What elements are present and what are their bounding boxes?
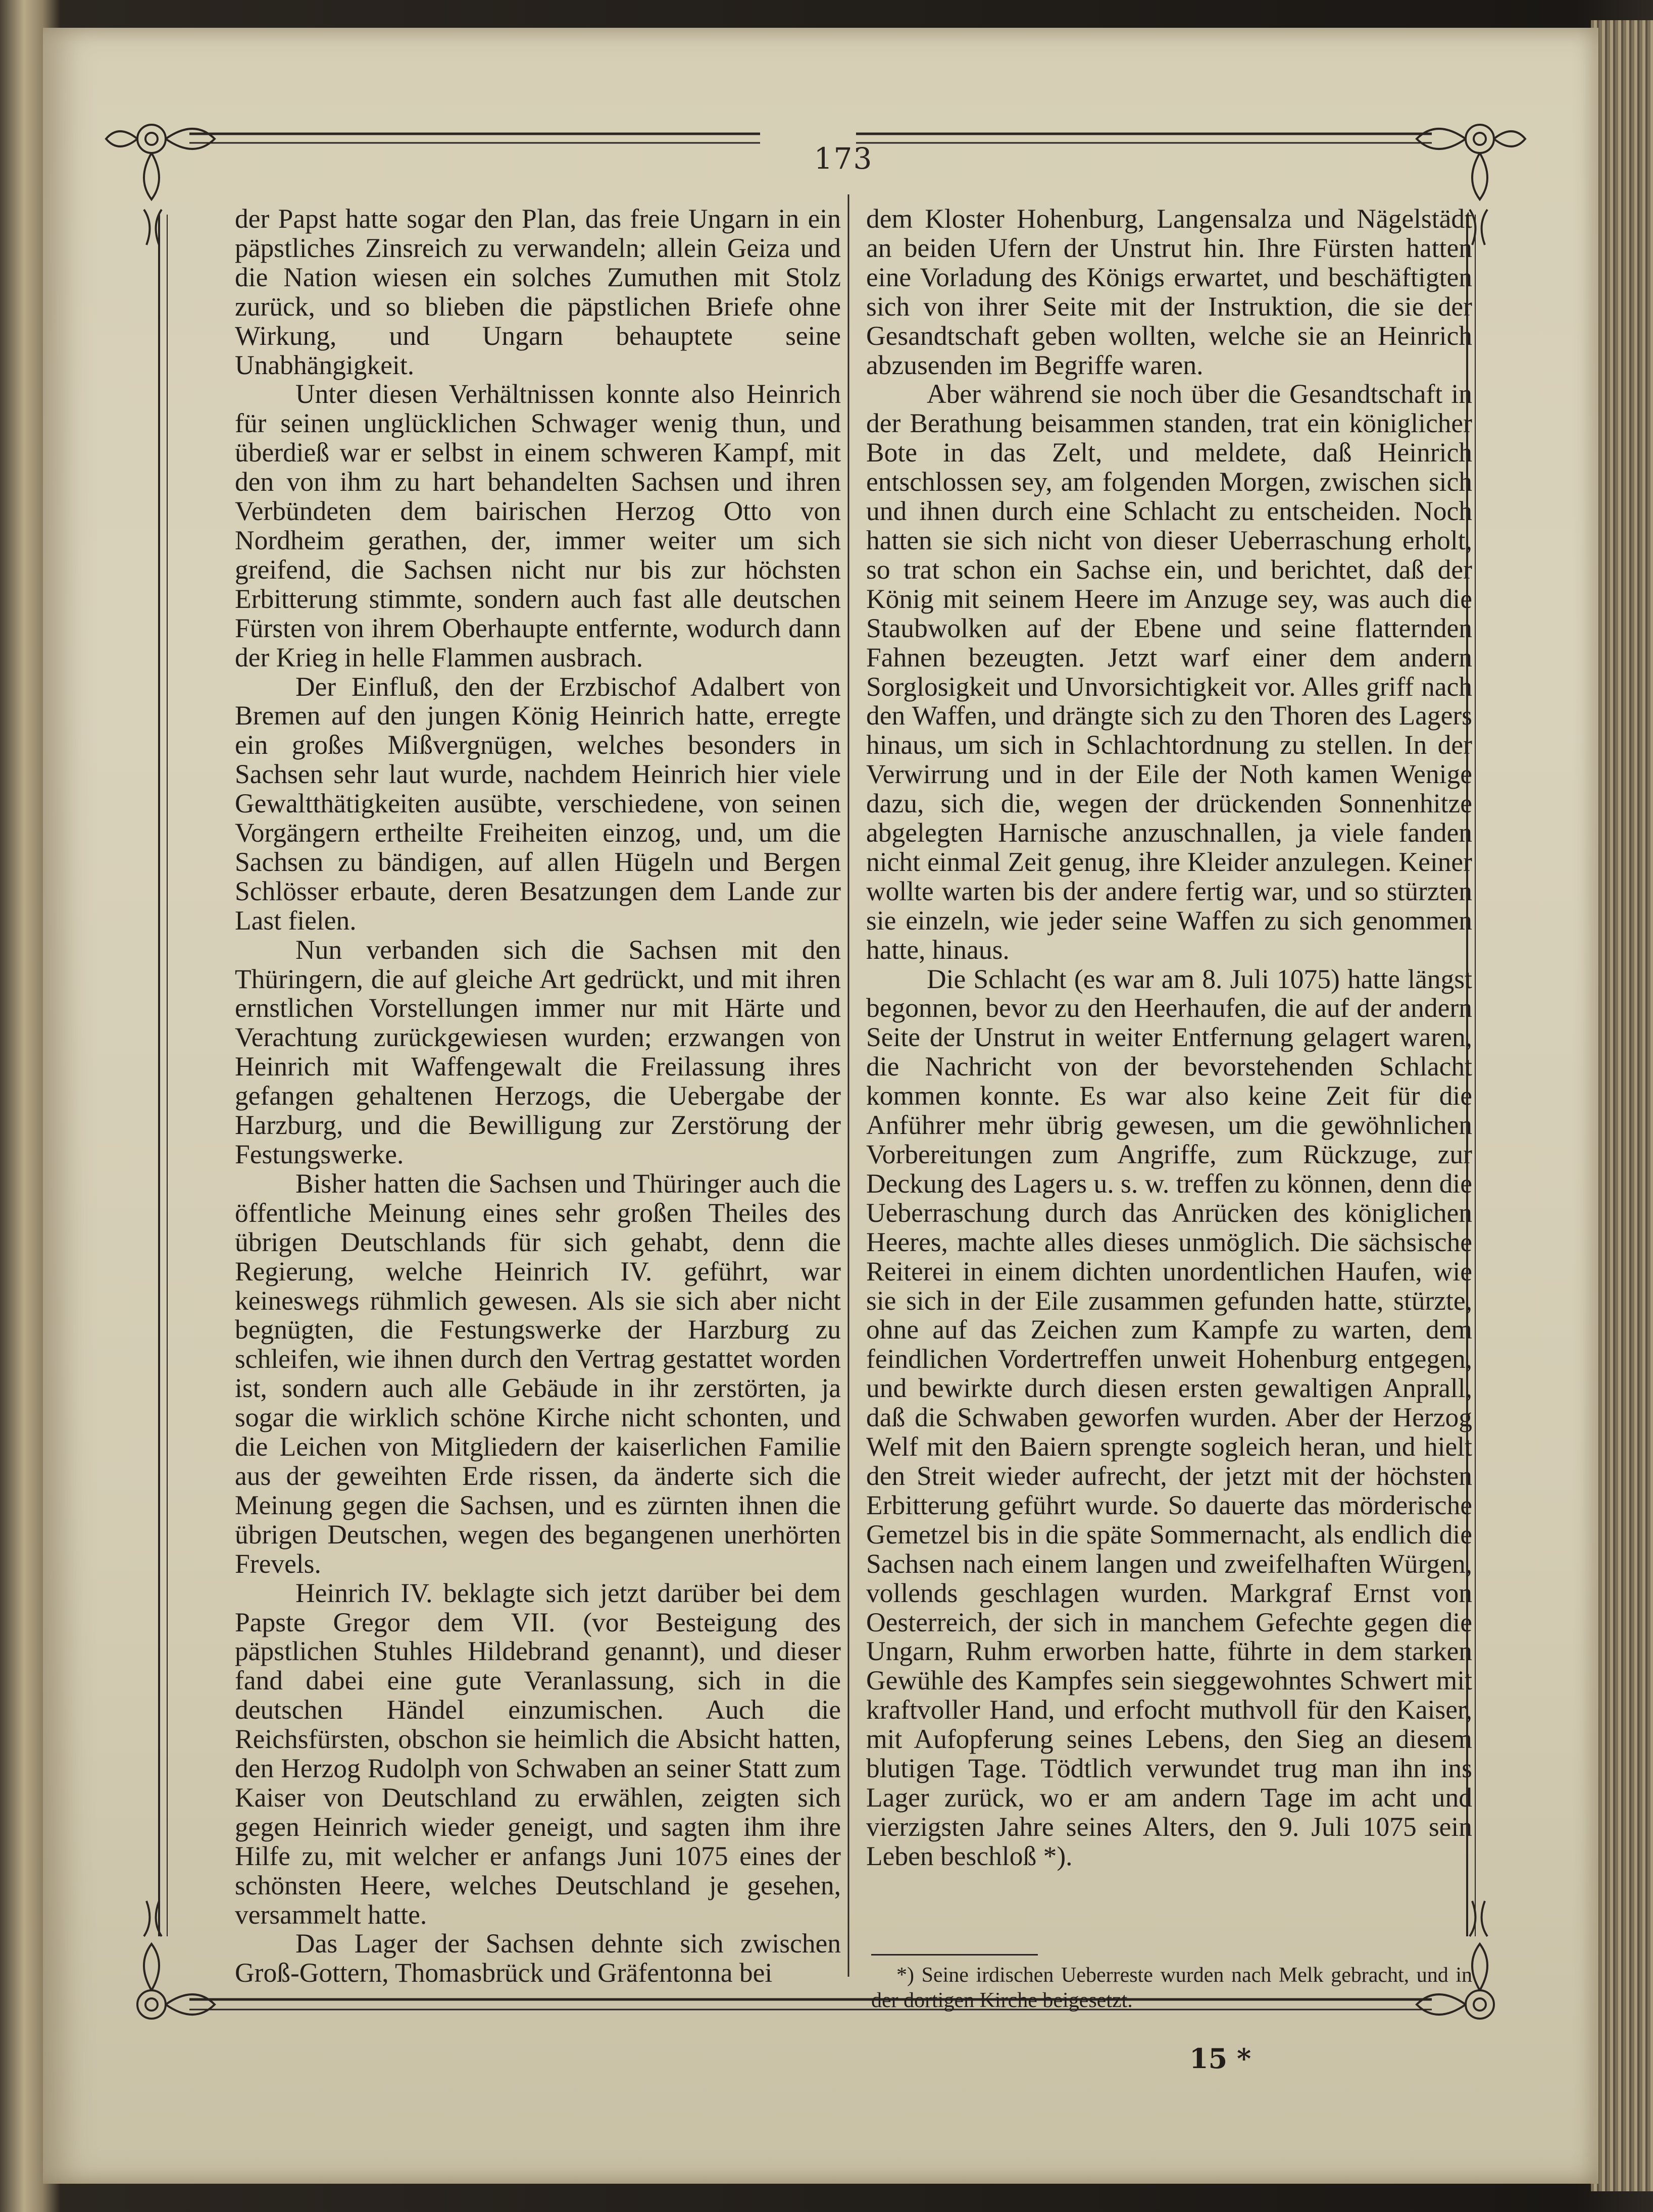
paragraph: Nun verbanden sich die Sachsen mit den Thüringern, die auf gleiche Art gedrückt, und mit ihren ernstlichen Vorstellungen immer nur mit Härte und Verachtung zurückgewiesen wurden; erzwangen von Heinrich mit Waffengewalt die Freilassung ihres gefangen gehaltenen Herzogs, die Uebergabe der Harzburg, und die Bewilligung zur Zerstörung der Festungswerke. (235, 934, 841, 1169)
page-number: 173 (814, 141, 873, 176)
corner-ornament-bottom-left (137, 1901, 215, 2019)
text-column-left (235, 204, 841, 1988)
printer-signature: 15 * (1189, 2042, 1251, 2075)
paragraph: Aber während sie noch über die Gesandtschaft in der Berathung beisammen standen, trat ein königlicher Bote in das Zelt, und meldete, daß Heinrich entschlossen sey, am folgenden Morgen, zwischen sich und ihnen durch eine Schlacht zu entscheiden. Noch hatten sie sich nicht von dieser Ueberraschung erholt, so trat schon ein Sachse ein, und berichtet, daß der König mit seinem Heere im Anzuge sey, was auch die Staubwolken auf der Ebene und seine flatternden Fahnen bezeugten. Jetzt warf einer dem andern Sorglosigkeit und Unvorsichtigkeit vor. Alles griff nach den Waffen, und drängte sich zu den Thoren des Lagers hinaus, um sich in Schlachtordnung zu stellen. In der Verwirrung und in der Eile der Noth kamen Wenige dazu, sich die, wegen der drückenden Sonnenhitze abgelegten Harnische anzuschnallen, ja viele fanden nicht einmal Zeit genug, ihre Kleider anzulegen. Keiner wollte warten bis der andere fertig war, und so stürzten sie einzeln, wie jeder seine Waffen zu sich genommen hatte, hinaus. (866, 379, 1472, 965)
paragraph: Die Schlacht (es war am 8. Juli 1075) hatte längst begonnen, bevor zu den Heerhaufen, die auf der andern Seite der Unstrut in weiter Entfernung gelagert waren, die Nachricht von der bevorstehenden Schlacht kommen konnte. Es war also keine Zeit für die Anführer mehr übrig gewesen, um die gewöhnlichen Vorbereitungen zum Angriffe, zum Rückzuge, zur Deckung des Lagers u. s. w. treffen zu können, denn die Ueberraschung durch das Anrücken des königlichen Heeres, machte alles dieses unmöglich. Die sächsische Reiterei in einem dichten unordentlichen Haufen, wie sie sich in der Eile zusammen gefunden hatte, stürzte, ohne auf das Zeichen zum Kampfe zu warten, dem feindlichen Vordertreffen unweit Hohenburg entgegen, und bewirkte durch diesen ersten gewaltigen Anprall, daß die Schwaben geworfen wurden. Aber der Herzog Welf mit den Baiern sprengte sogleich heran, und hielt den Streit wieder aufrecht, der jetzt mit der höchsten Erbitterung geführt wurde. So dauerte das mörderische Gemetzel bis in die späte Sommernacht, als endlich die Sachsen nach einem langen und zweifelhaften Würgen, vollends geschlagen wurden. Markgraf Ernst von Oesterreich, der sich in manchem Gefechte gegen die Ungarn, Ruhm erworben hatte, führte in dem starken Gewühle des Kampfes sein sieggewohntes Schwert mit kraftvoller Hand, und erfocht muthvoll für den Kaiser, mit Aufopferung seines Lebens, den Sieg an diesem blutigen Tage. Tödtlich verwundet trug man ihn ins Lager zurück, wo er am andern Tage im acht und vierzigsten Jahre seines Alters, den 9. Juli 1075 sein Leben beschloß *). (866, 963, 1472, 1871)
paragraph: Das Lager der Sachsen dehnte sich zwischen Groß-Gottern, Thomasbrück und Gräfentonna bei (235, 1928, 841, 1988)
book-page (43, 28, 1598, 2184)
page-stack-edge (1591, 20, 1653, 2191)
paragraph: der Papst hatte sogar den Plan, das freie Ungarn in ein päpstliches Zinsreich zu verwandeln; allein Geiza und die Nation wiesen ein solches Zumuthen mit Stolz zurück, und so blieben die päpstlichen Briefe ohne Wirkung, und Ungarn behauptete seine Unabhängigkeit. (235, 203, 841, 380)
paragraph: Unter diesen Verhältnissen konnte also Heinrich für seinen unglücklichen Schwager wenig thun, und überdieß war er selbst in einem schweren Kampf, mit den von ihm zu hart behandelten Sachsen und ihren Verbündeten dem bairischen Herzog Otto von Nordheim gerathen, der, immer weiter um sich greifend, die Sachsen nicht nur bis zur höchsten Erbitterung stimmte, sondern auch fast alle deutschen Fürsten von ihrem Oberhaupte entfernte, wodurch dann der Krieg in helle Flammen ausbrach. (235, 379, 841, 673)
footnote-rule (871, 1954, 1038, 1956)
footnote: *) Seine irdischen Ueberreste wurden nach Melk gebracht, und in der dortigen Kirche beigesetzt. (871, 1964, 1472, 2012)
paragraph: Der Einfluß, den der Erzbischof Adalbert von Bremen auf den jungen König Heinrich hatte, erregte ein großes Mißvergnügen, welches besonders in Sachsen sehr laut wurde, nachdem Heinrich hier viele Gewaltthätigkeiten ausübte, verschiedene, von seinen Vorgängern ertheilte Freiheiten einzog, und, um die Sachsen zu bändigen, auf allen Hügeln und Bergen Schlösser erbaute, deren Besatzungen dem Lande zur Last fielen. (235, 671, 841, 936)
text-column-right (866, 204, 1472, 1871)
paragraph: Heinrich IV. beklagte sich jetzt darüber bei dem Papste Gregor dem VII. (vor Besteigung des päpstlichen Stuhles Hildebrand genannt), und dieser fand dabei eine gute Veranlassung, sich in die deutschen Händel einzumischen. Auch die Reichsfürsten, obschon sie heimlich die Absicht hatten, den Herzog Rudolph von Schwaben an seiner Statt zum Kaiser von Deutschland zu erwählen, zeigten sich gegen Heinrich wieder geneigt, und sagten ihm ihre Hilfe zu, mit welcher er anfangs Juni 1075 eines der schönsten Heere, welches Deutschland je gesehen, versammelt hatte. (235, 1577, 841, 1930)
paragraph: dem Kloster Hohenburg, Langensalza und Nägelstädt an beiden Ufern der Unstrut hin. Ihre Fürsten hatten eine Vorladung des Königs erwartet, und beschäftigten sich von ihrer Seite mit der Instruktion, die sie der Gesandtschaft geben wollten, welche sie an Heinrich abzusenden im Begriffe waren. (866, 203, 1472, 380)
paragraph: Bisher hatten die Sachsen und Thüringer auch die öffentliche Meinung eines sehr großen Theiles des übrigen Deutschlands für sich gehabt, denn die Regierung, welche Heinrich IV. geführt, war keineswegs rühmlich gewesen. Als sie sich aber nicht begnügten, die Festungswerke der Harzburg zu schleifen, wie ihnen durch den Vertrag gestattet worden ist, sondern auch alle Gebäude in ihr zerstörten, ja sogar die wirklich schöne Kirche nicht schonten, und die Leichen von Mitgliedern der kaiserlichen Familie aus der geweihten Erde rissen, da änderte sich die Meinung gegen die Sachsen, und es zürnten ihnen die übrigen Deutschen, wegen des begangenen unerhörten Frevels. (235, 1168, 841, 1579)
